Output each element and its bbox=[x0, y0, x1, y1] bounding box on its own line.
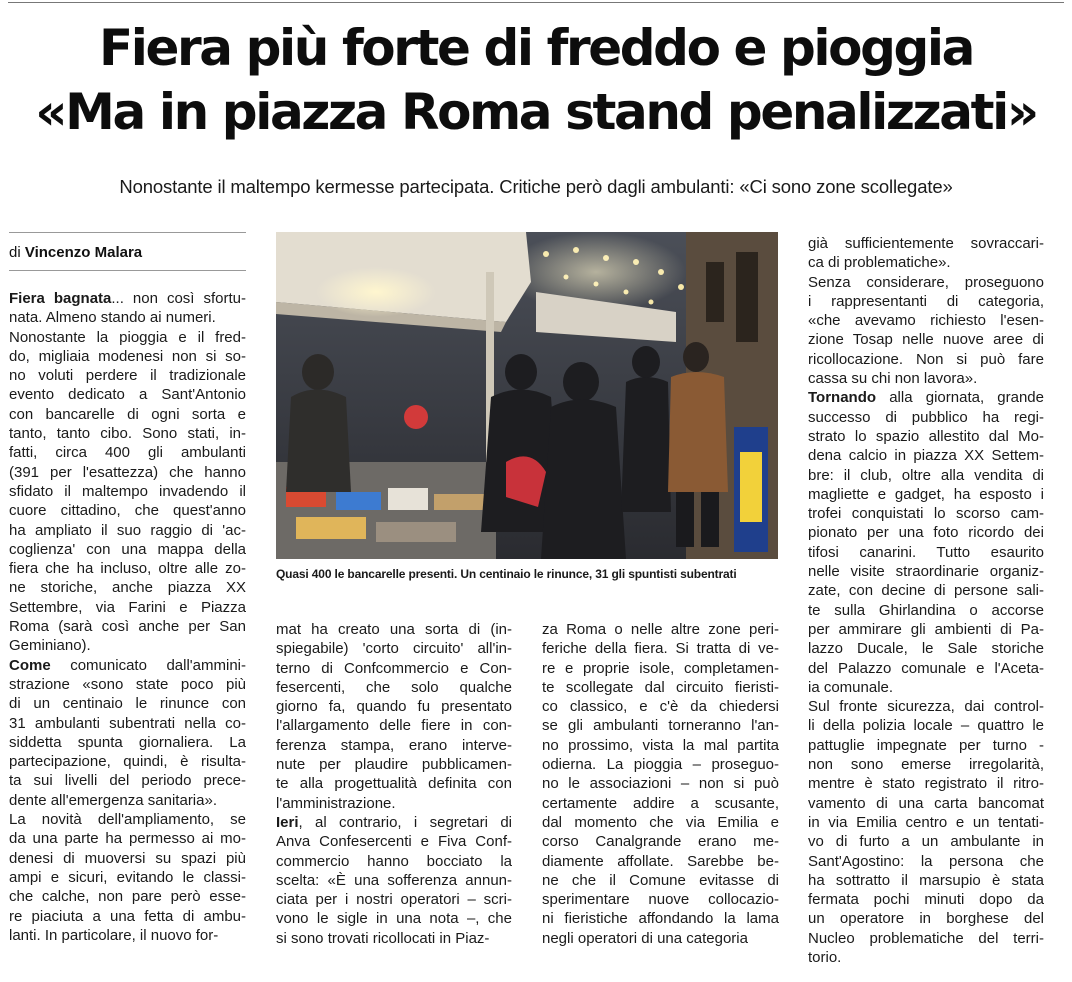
article-line: pattuglie impegnate per turno - bbox=[808, 736, 1044, 754]
article-line: tifosi canarini. Tutto esaurito bbox=[808, 543, 1044, 561]
article-line: 31 ambulanti subentrati nella co- bbox=[9, 714, 246, 732]
headline-line-2: «Ma in piazza Roma stand penalizzati» bbox=[35, 83, 1037, 141]
article-line: per ammirare gli ambienti di Pa- bbox=[808, 620, 1044, 638]
article-column-4 bbox=[808, 234, 1044, 967]
article-line: sfidato il maltempo invadendo il bbox=[9, 482, 246, 500]
article-line: non sono emerse irregolarità, bbox=[808, 756, 1044, 774]
article-line: Nucleo problematiche del terri- bbox=[808, 929, 1044, 947]
article-line: da una parte ha permesso ai mo- bbox=[9, 830, 246, 848]
article-line: se gli ambulanti torneranno l'an- bbox=[542, 717, 779, 735]
article-line: si sono trovati ricollocati in Piaz- bbox=[276, 929, 490, 947]
article-line: commercio hanno bocciato la bbox=[276, 852, 512, 870]
article-line: dal momento che via Emilia e bbox=[542, 813, 779, 831]
article-line: ni fieristiche affondando la lama bbox=[542, 910, 779, 928]
article-line: re piaciuta a una fetta di ambu- bbox=[9, 907, 246, 925]
article-line: dente all'emergenza sanitaria». bbox=[9, 791, 217, 809]
article-line: Tornando alla giornata, grande bbox=[808, 389, 1044, 407]
article-line: che calche, non pare però esse- bbox=[9, 888, 246, 906]
article-line: con bancarelle di ogni sorta e bbox=[9, 405, 246, 423]
article-line: corso Canalgrande erano me- bbox=[542, 833, 779, 851]
article-line: ha sottratto il marsupio è stata bbox=[808, 871, 1044, 889]
article-line: te scollegate dal circuito fieristi- bbox=[542, 678, 779, 696]
article-line: giorno fa, quando fu presentato bbox=[276, 698, 512, 716]
article-line: ne storiche, anche piazza XX bbox=[9, 579, 246, 597]
article-line: (391 per l'esattezza) che hanno bbox=[9, 463, 246, 481]
article-line: pionato per una foto ricordo dei bbox=[808, 524, 1044, 542]
article-line: i rappresentanti di categoria, bbox=[808, 292, 1044, 310]
article-column-1 bbox=[9, 289, 246, 945]
article-line: odierna. La pioggia – proseguo- bbox=[542, 756, 779, 774]
article-line: Senza considerare, proseguono bbox=[808, 273, 1044, 291]
photo-caption: Quasi 400 le bancarelle presenti. Un centinaio le rinunce, 31 gli spuntisti subentrati bbox=[276, 567, 737, 581]
article-line: siddetta spunta giornaliera. La bbox=[9, 733, 246, 751]
article-line: denesi di muoversi su spazi più bbox=[9, 849, 246, 867]
article-line: Sant'Agostino: la persona che bbox=[808, 852, 1044, 870]
article-line: ciata per i nostri operatori – scri- bbox=[276, 891, 512, 909]
article-line: ricollocazione. Non si può fare bbox=[808, 350, 1044, 368]
article-line: Ieri, al contrario, i segretari di bbox=[276, 813, 512, 831]
article-line: tanto, tanto cibo. Sono stati, in- bbox=[9, 425, 246, 443]
article-line: nelle visite straordinarie organiz- bbox=[808, 563, 1044, 581]
article-line: spiegabile) 'corto circuito' all'in- bbox=[276, 640, 512, 658]
article-line: ca di problematiche». bbox=[808, 254, 951, 272]
byline-rule-top bbox=[9, 232, 246, 233]
article-line: do, migliaia modenesi non si so- bbox=[9, 347, 246, 365]
article-line: partecipazione, quindi, è risulta- bbox=[9, 753, 246, 771]
article-line: del Palazzo comunale e l'Aceta- bbox=[808, 659, 1044, 677]
article-line: già sufficientemente sovraccari- bbox=[808, 235, 1044, 252]
article-line: nata. Almeno stando ai numeri. bbox=[9, 309, 216, 327]
article-line: zate, con decine di persone sali- bbox=[808, 582, 1044, 600]
article-line: Sul fronte sicurezza, dai control- bbox=[808, 698, 1044, 716]
article-line: vo di furto a un ambulante in bbox=[808, 833, 1044, 851]
article-line: te alla progettualità definita con bbox=[276, 775, 512, 793]
article-line: torio. bbox=[808, 948, 842, 966]
article-line: l'amministrazione. bbox=[276, 794, 396, 812]
article-line: diamente affollate. Sarebbe be- bbox=[542, 852, 779, 870]
article-line: mentre è stato registrato il ritro- bbox=[808, 775, 1044, 793]
byline-rule-bottom bbox=[9, 270, 246, 271]
article-line: Anva Confesercenti e Fiva Conf- bbox=[276, 833, 512, 851]
market-stalls-photo bbox=[276, 232, 778, 559]
article-line: scelta: «È una sofferenza annun- bbox=[276, 871, 512, 889]
article-line: terno di Confcommercio e Con- bbox=[276, 659, 512, 677]
article-line: zione Tosap nelle nuove aree di bbox=[808, 331, 1044, 349]
article-line: un operatore in borghese del bbox=[808, 910, 1044, 928]
article-line: feriche della fiera. Si tratta di ve- bbox=[542, 640, 779, 658]
article-line: ferenza stampa, erano interve- bbox=[276, 736, 512, 754]
article-line: Come comunicato dall'ammini- bbox=[9, 656, 246, 674]
article-line: certamente addire a scusante, bbox=[542, 794, 779, 812]
article-line: Roma (sarà così anche per San bbox=[9, 618, 246, 636]
article-line: sperimentare nuove collocazio- bbox=[542, 891, 779, 909]
article-line: negli operatori di una categoria bbox=[542, 929, 748, 947]
article-line: vono le sigle in una nota –, che bbox=[276, 910, 512, 928]
article-line: successo di pubblico ha regi- bbox=[808, 408, 1044, 426]
article-line: Nonostante la pioggia e il fred- bbox=[9, 328, 246, 346]
article-line: ia comunale. bbox=[808, 678, 894, 696]
article-line: di un centinaio le rinunce con bbox=[9, 695, 246, 713]
article-line: mat ha creato una sorta di (in- bbox=[276, 621, 512, 638]
article-line: te sulla Ghirlandina o accorse bbox=[808, 601, 1044, 619]
article-line: Fiera bagnata... non così sfortu- bbox=[9, 290, 246, 307]
subtitle: Nonostante il maltempo kermesse partecipata. Critiche però dagli ambulanti: «Ci sono zone scollegate» bbox=[119, 176, 953, 197]
headline-line-1: Fiera più forte di freddo e pioggia bbox=[99, 19, 973, 77]
article-line: nute per plaudire pubblicamen- bbox=[276, 756, 512, 774]
article-line: evento dedicato a Sant'Antonio bbox=[9, 386, 246, 404]
article-line: lazzo Ducale, le Sale storiche bbox=[808, 640, 1044, 658]
article-line: cassa su chi non lavora». bbox=[808, 370, 978, 388]
article-line: bre: il club, oltre alla vendita di bbox=[808, 466, 1044, 484]
article-line: co classico, e c'è da chiedersi bbox=[542, 698, 779, 716]
byline-prefix: di bbox=[9, 244, 21, 261]
article-line: za Roma o nelle altre zone peri- bbox=[542, 621, 779, 638]
article-line: Settembre, via Farini e Piazza bbox=[9, 598, 246, 616]
article-line: fatti, circa 400 gli ambulanti bbox=[9, 444, 246, 462]
byline-author: Vincenzo Malara bbox=[24, 244, 143, 261]
article-photo bbox=[276, 232, 778, 559]
article-line: no le associazioni – non si può bbox=[542, 775, 779, 793]
article-line: in via Emilia centro e un tentati- bbox=[808, 813, 1044, 831]
article-line: re e proprie isole, completamen- bbox=[542, 659, 779, 677]
article-line: ne che il Comune evitasse di bbox=[542, 871, 779, 889]
article-line: l'allargamento delle fiere in con- bbox=[276, 717, 512, 735]
article-column-2 bbox=[276, 620, 512, 948]
article-line: vamento di una carta bancomat bbox=[808, 794, 1044, 812]
article-column-3 bbox=[542, 620, 779, 948]
article-line: lanti. In particolare, il nuovo for- bbox=[9, 926, 219, 944]
article-line: dena calcio in piazza XX Settem- bbox=[808, 447, 1044, 465]
article-line: fiera che ha incluso, oltre alle zo- bbox=[9, 560, 246, 578]
article-line: no voluti perdere il tradizionale bbox=[9, 367, 246, 385]
article-line: fermata pochi minuti dopo da bbox=[808, 891, 1044, 909]
article-line: strazione «sono state poco più bbox=[9, 675, 246, 693]
article-line: ha ampliato il suo raggio di 'ac- bbox=[9, 521, 246, 539]
article-line: no prossimo, vista la mal partita bbox=[542, 736, 779, 754]
byline bbox=[9, 244, 142, 261]
article-line: ta sui livelli del periodo prece- bbox=[9, 772, 246, 790]
article-line: La novità dell'ampliamento, se bbox=[9, 811, 246, 829]
article-line: coglienza' con una mappa della bbox=[9, 540, 246, 558]
article-line: li della polizia locale – quattro le bbox=[808, 717, 1044, 735]
article-line: Geminiano). bbox=[9, 637, 91, 655]
article-line: ampi e sicuri, evitando le classi- bbox=[9, 868, 246, 886]
article-line: magliette e gadget, ha esposto i bbox=[808, 485, 1044, 503]
article-line: trofei conquistati lo scorso cam- bbox=[808, 505, 1044, 523]
article-line: strato lo spazio allestito dal Mo- bbox=[808, 427, 1044, 445]
top-rule bbox=[8, 2, 1064, 3]
article-line: fesercenti, che solo qualche bbox=[276, 678, 512, 696]
article-line: cuore cittadino, che quest'anno bbox=[9, 502, 246, 520]
article-line: «che avevamo richiesto l'esen- bbox=[808, 312, 1044, 330]
